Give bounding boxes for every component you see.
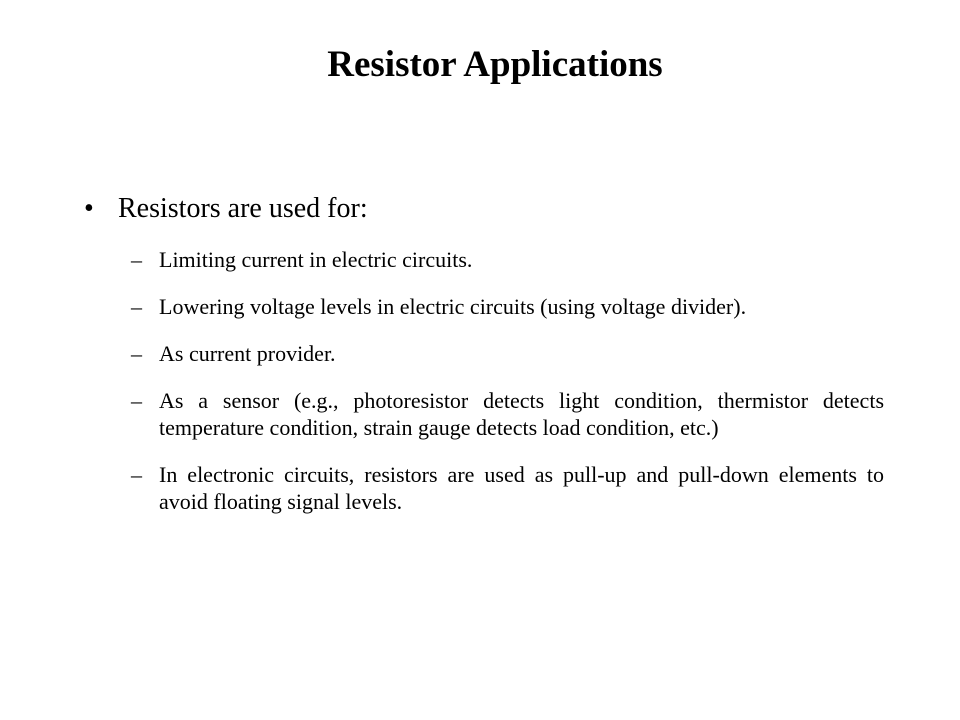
sub-bullet-text: Limiting current in electric circuits.	[159, 247, 473, 272]
slide-body	[84, 192, 884, 535]
sub-bullet-item	[131, 340, 884, 367]
sub-bullet-list	[84, 246, 884, 515]
dash-marker: –	[131, 294, 142, 319]
sub-bullet-text: As current provider.	[159, 341, 336, 366]
slide-title: Resistor Applications	[327, 44, 663, 85]
sub-bullet-text: In electronic circuits, resistors are used as pull-up and pull-down elements to avoid floating signal levels.	[159, 462, 884, 514]
main-bullet-text: Resistors are used for:	[118, 193, 368, 224]
dash-marker: –	[131, 388, 142, 413]
bullet-marker: •	[84, 193, 94, 224]
sub-bullet-item	[131, 461, 884, 515]
sub-bullet-text: Lowering voltage levels in electric circuits (using voltage divider).	[159, 294, 747, 319]
sub-bullet-text: As a sensor (e.g., photoresistor detects light condition, thermistor detects temperature condition, strain gauge detects load condition, etc.)	[159, 388, 884, 440]
sub-bullet-item	[131, 246, 884, 273]
main-bullet	[84, 192, 884, 226]
dash-marker: –	[131, 247, 142, 272]
sub-bullet-item	[131, 387, 884, 441]
dash-marker: –	[131, 462, 142, 487]
dash-marker: –	[131, 341, 142, 366]
sub-bullet-item	[131, 293, 884, 320]
